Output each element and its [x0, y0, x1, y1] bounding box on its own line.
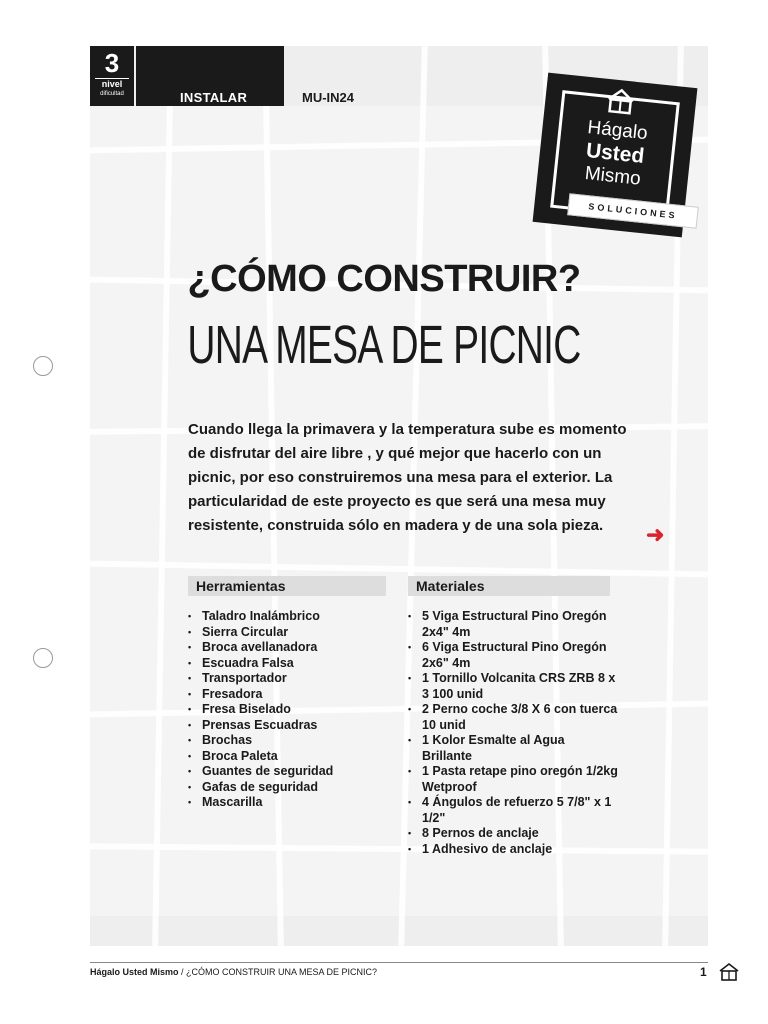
difficulty-label: nivel — [95, 78, 129, 90]
materials-heading: Materiales — [408, 576, 610, 596]
house-icon — [718, 962, 740, 982]
list-item: • Brochas — [188, 733, 388, 749]
list-item: • Guantes de seguridad — [188, 764, 388, 780]
binder-hole — [33, 356, 53, 376]
list-item: • Fresadora — [188, 687, 388, 703]
logo-strip: SOLUCIONES — [567, 193, 699, 228]
list-item: • Mascarilla — [188, 795, 388, 811]
difficulty-badge — [90, 46, 134, 106]
intro-paragraph: Cuando llega la primavera y la temperatura sube es momento de disfrutar del aire libre , y qué mejor que hacerlo con un picnic, por eso construiremos una mesa para el exterior. La particularidad de este proyecto es que será una mesa muy resistente, construida sólo en madera y de una sola pieza. — [188, 421, 627, 534]
document-code: MU-IN24 — [302, 90, 355, 105]
footer-title: ¿CÓMO CONSTRUIR UNA MESA DE PICNIC? — [186, 967, 378, 977]
footer-separator: / — [178, 967, 187, 977]
logo-line-3: Mismo — [583, 163, 642, 190]
page-subtitle: UNA MESA DE PICNIC — [187, 315, 581, 375]
list-item: • Sierra Circular — [188, 625, 388, 641]
difficulty-sublabel: dificultad — [100, 91, 124, 97]
list-item: • 8 Pernos de anclaje — [408, 826, 618, 842]
page-number: 1 — [700, 965, 707, 979]
list-item: • 1 Adhesivo de anclaje — [408, 842, 618, 858]
page-title: ¿CÓMO CONSTRUIR? — [187, 258, 581, 300]
list-item: • Broca avellanadora — [188, 640, 388, 656]
house-icon — [604, 87, 637, 116]
list-item: • Gafas de seguridad — [188, 780, 388, 796]
footer-brand: Hágalo Usted Mismo — [90, 967, 179, 977]
logo-line-2: Usted — [584, 139, 646, 168]
list-item: • 1 Tornillo Volcanita CRS ZRB 8 x 3 100 unid — [408, 671, 618, 702]
section-label: INSTALAR — [180, 90, 248, 105]
list-item: • 2 Perno coche 3/8 X 6 con tuerca 10 unid — [408, 702, 618, 733]
list-item: • Broca Paleta — [188, 749, 388, 765]
list-item: • 6 Viga Estructural Pino Oregón 2x6" 4m — [408, 640, 618, 671]
tools-heading: Herramientas — [188, 576, 386, 596]
list-item: • Transportador — [188, 671, 388, 687]
list-item: • 1 Pasta retape pino oregón 1/2kg Wetproof — [408, 764, 618, 795]
list-item: • Taladro Inalámbrico — [188, 609, 388, 625]
list-item: • 4 Ángulos de refuerzo 5 7/8" x 1 1/2" — [408, 795, 618, 826]
materials-list — [408, 609, 618, 857]
list-item: • 5 Viga Estructural Pino Oregón 2x4" 4m — [408, 609, 618, 640]
logo-line-1: Hágalo — [586, 117, 649, 145]
binder-hole — [33, 648, 53, 668]
list-item: • Prensas Escuadras — [188, 718, 388, 734]
difficulty-level: 3 — [104, 48, 120, 78]
footer-divider — [90, 962, 708, 963]
tools-list — [188, 609, 388, 811]
list-item: • 1 Kolor Esmalte al Agua Brillante — [408, 733, 618, 764]
next-arrow-icon[interactable]: ➜ — [646, 522, 665, 547]
list-item: • Escuadra Falsa — [188, 656, 388, 672]
list-item: • Fresa Biselado — [188, 702, 388, 718]
footer-caption — [90, 967, 377, 977]
